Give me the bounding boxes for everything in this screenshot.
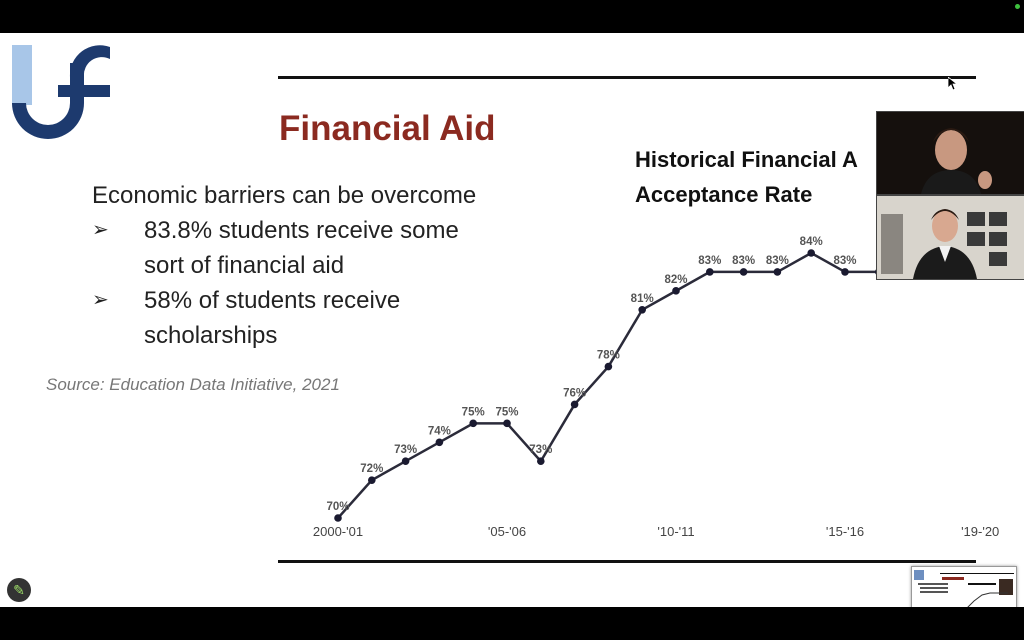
data-label: 84% (799, 236, 823, 248)
source-citation: Source: Education Data Initiative, 2021 (46, 375, 340, 394)
pen-annotate-icon[interactable]: ✎ (7, 578, 31, 602)
intro-text: Economic barriers can be overcome (92, 182, 477, 209)
data-point (841, 268, 849, 276)
x-tick-label: '10-'11 (657, 524, 695, 539)
bullet-text: of students receive (192, 287, 401, 314)
x-tick-label: '19-'20 (961, 524, 1000, 539)
data-label: 73% (529, 444, 553, 457)
data-point (402, 457, 410, 465)
mouse-cursor-icon (948, 77, 958, 91)
data-point (368, 476, 376, 484)
data-label: 75% (461, 406, 485, 419)
data-label: 82% (664, 273, 688, 286)
x-tick-label: '15-'16 (825, 524, 865, 539)
chart-title (635, 142, 858, 212)
bullet-text-cont: scholarships (144, 322, 278, 349)
x-tick-label: '05-'06 (487, 524, 527, 539)
bottom-bar (0, 607, 1024, 640)
data-point (537, 457, 545, 465)
arrow-bullet-icon: ➢ (92, 219, 109, 241)
data-label: 75% (495, 406, 519, 419)
data-point (605, 363, 613, 371)
data-label: 73% (394, 444, 418, 457)
data-point (638, 306, 646, 314)
status-dot-icon (1015, 4, 1020, 9)
data-label: 81% (630, 292, 654, 305)
series-line (338, 253, 980, 518)
data-label: 72% (360, 463, 384, 476)
data-point (503, 420, 511, 428)
self-view-thumbnail[interactable] (911, 566, 1017, 607)
data-label: 83% (698, 254, 722, 267)
x-tick-label: 2000-'01 (312, 524, 364, 539)
data-label: 76% (563, 387, 587, 400)
presenter-video-icon (877, 112, 1024, 194)
arrow-bullet-icon: ➢ (92, 289, 109, 311)
top-bar (0, 0, 1024, 33)
bullet-text-cont: sort of financial aid (144, 252, 345, 279)
data-point (334, 514, 342, 522)
data-label: 70% (326, 501, 350, 513)
data-label: 74% (427, 425, 451, 438)
bullet-text: students receive some (212, 217, 459, 244)
chart-title-line-2: Acceptance Rate (635, 182, 813, 207)
data-point (706, 268, 714, 276)
data-point (571, 401, 579, 409)
video-tile-presenter[interactable] (876, 111, 1024, 195)
thumbnail-preview-icon (912, 567, 1016, 607)
video-tile-participant[interactable] (876, 195, 1024, 280)
bullet-stat: 58% (144, 287, 193, 314)
data-point (807, 249, 815, 257)
slide-title: Financial Aid (279, 109, 496, 148)
data-label: 83% (833, 254, 857, 267)
data-label: 83% (732, 254, 756, 267)
data-label: 83% (765, 254, 789, 267)
participant-video-icon (877, 196, 1024, 279)
data-point (774, 268, 782, 276)
data-label: 78% (596, 349, 620, 362)
data-point (740, 268, 748, 276)
data-point (436, 438, 444, 446)
presentation-slide (0, 33, 1024, 607)
bullet-stat: 83.8% (144, 217, 213, 244)
line-chart (0, 33, 1024, 607)
data-point (469, 420, 477, 428)
data-point (672, 287, 680, 295)
chart-title-line-1: Historical Financial A (635, 147, 858, 172)
